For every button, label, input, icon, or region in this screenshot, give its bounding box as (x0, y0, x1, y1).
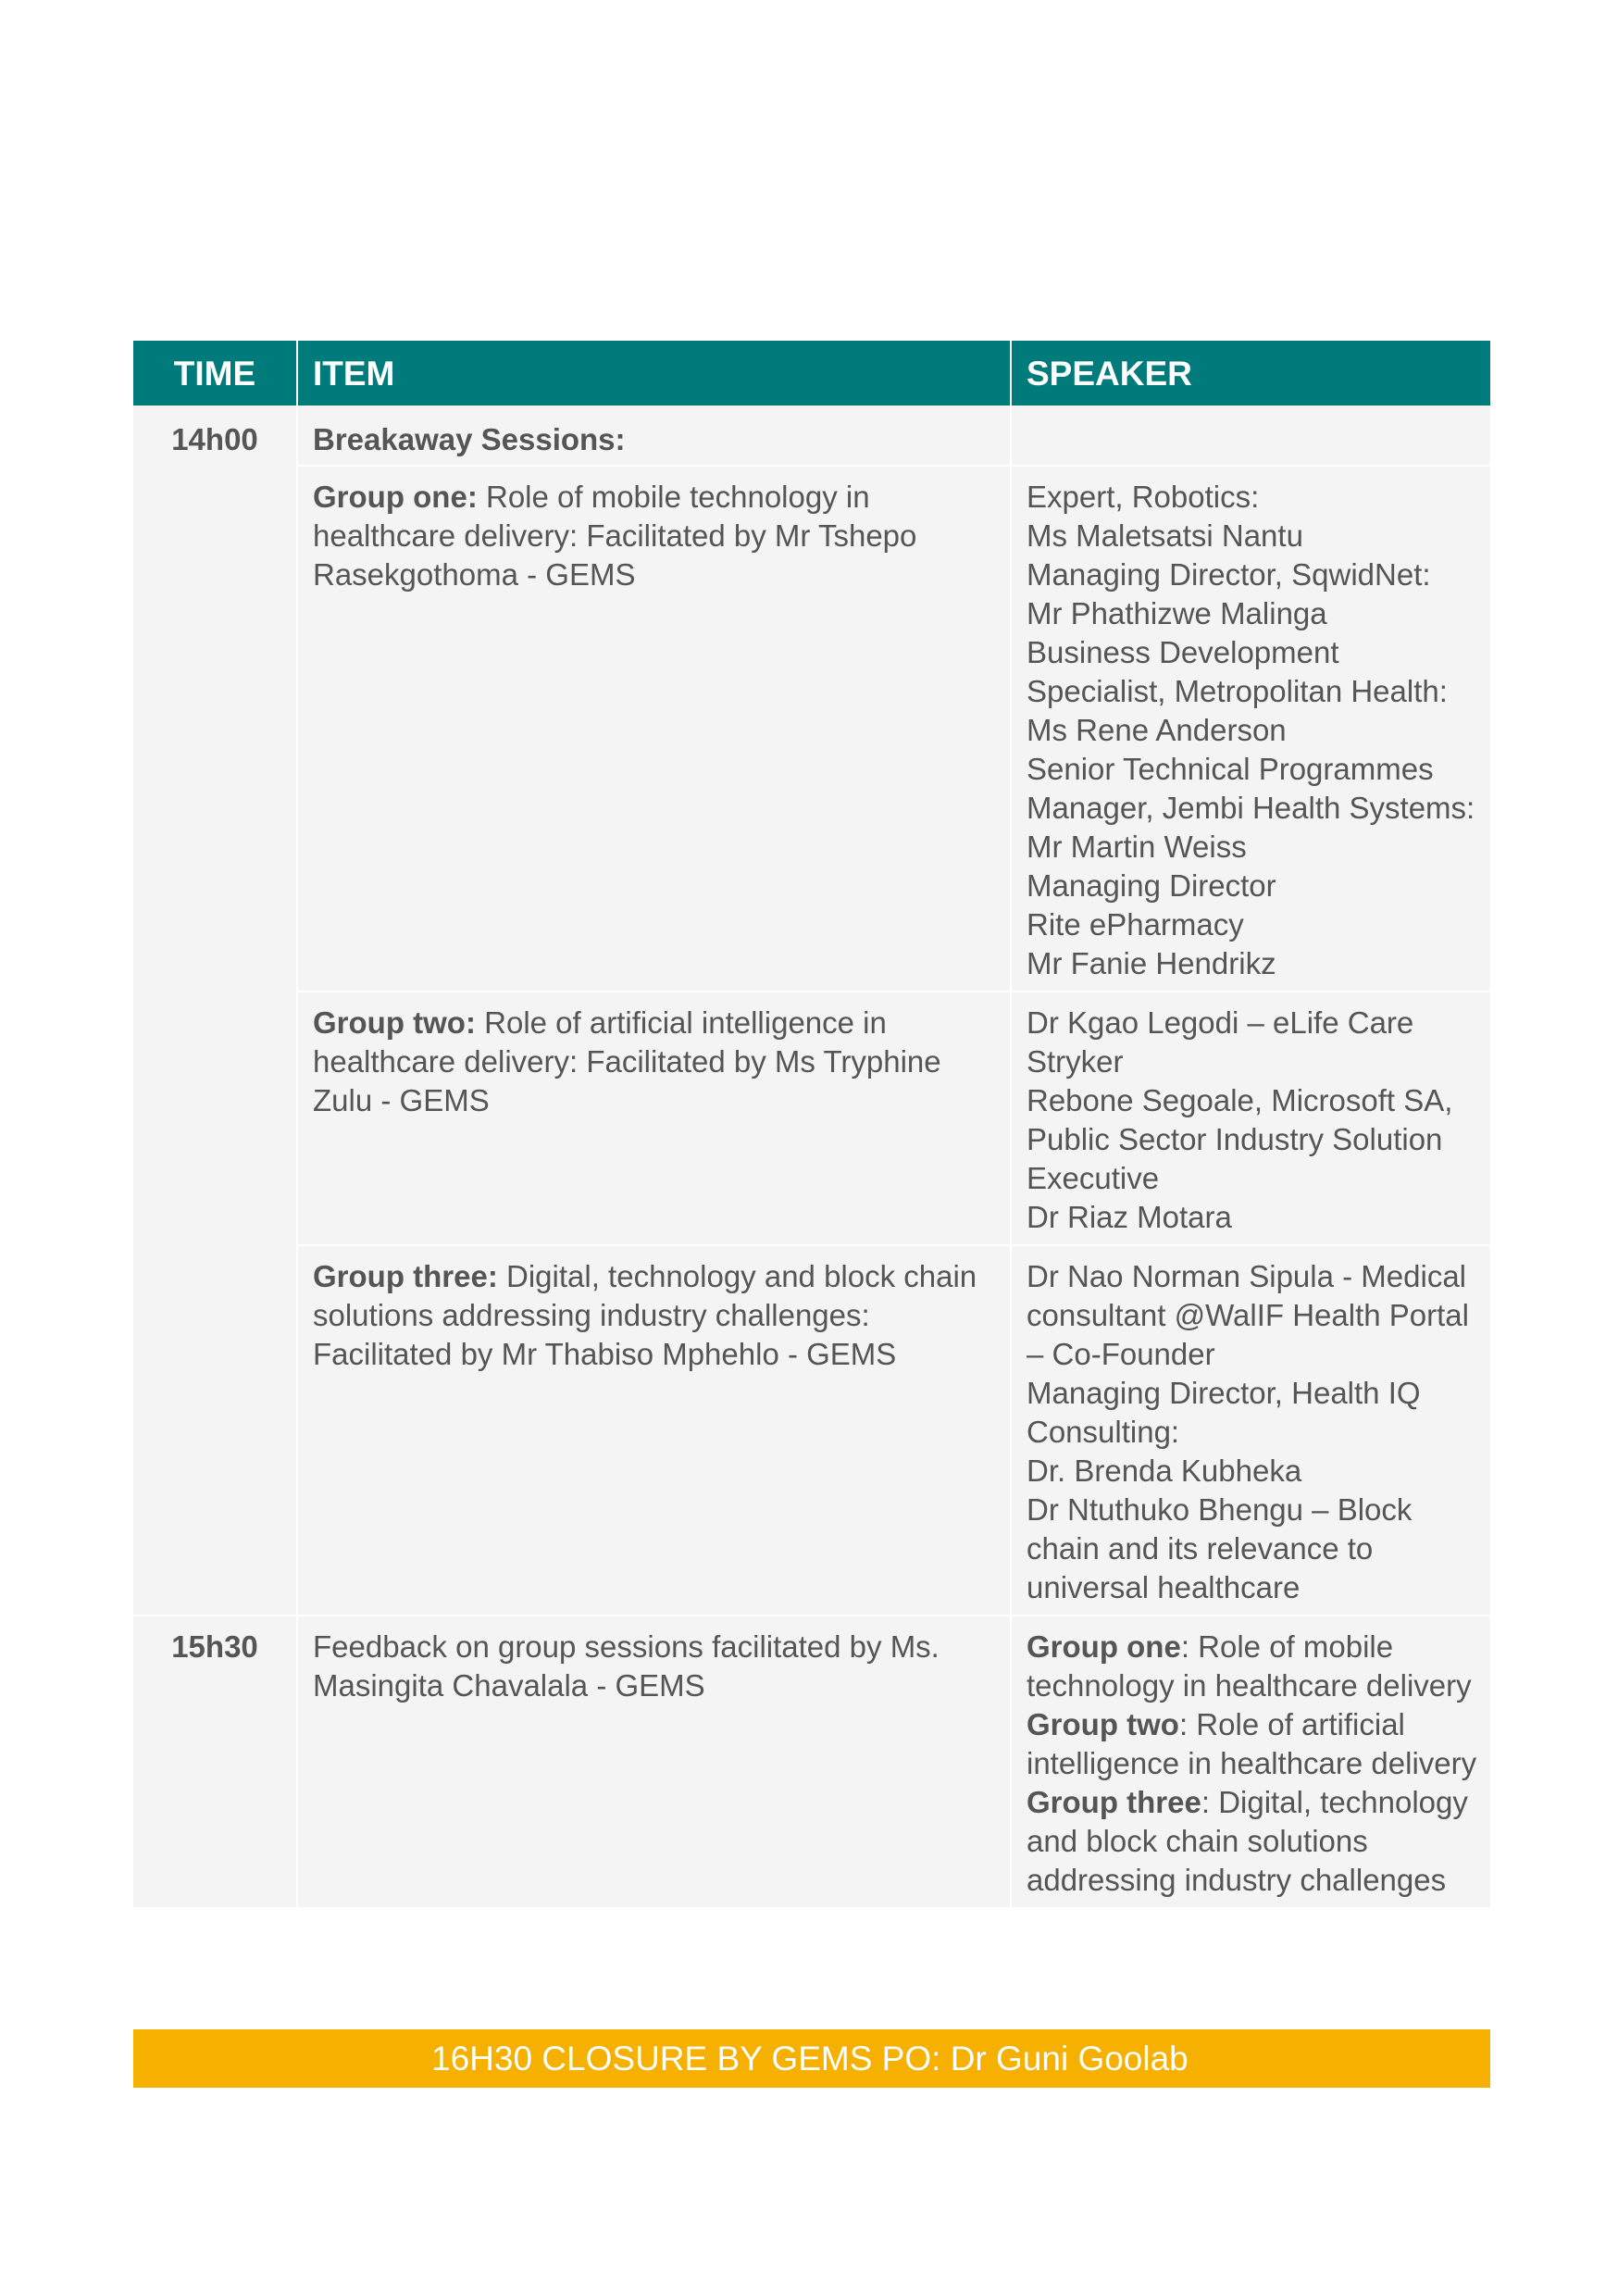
table-row-group-two (133, 992, 1490, 1245)
time-cell-1530: 15h30 (133, 1616, 297, 1908)
group-one-label: Group one: (313, 480, 478, 514)
feedback-group-label: Group one (1027, 1629, 1181, 1664)
speaker-line: Rite ePharmacy (1027, 907, 1244, 942)
group-one-speakers (1011, 466, 1490, 992)
item-column-header: ITEM (297, 341, 1011, 406)
speaker-line: Ms Rene Anderson (1027, 713, 1287, 747)
agenda-table (133, 341, 1490, 1909)
table-row-feedback (133, 1616, 1490, 1908)
feedback-group-three (1027, 1783, 1481, 1900)
speaker-line: Business Development Specialist, Metropolitan Health: (1027, 635, 1448, 708)
feedback-item: Feedback on group sessions facilitated by Ms. Masingita Chavalala - GEMS (297, 1616, 1011, 1908)
group-one-item (297, 466, 1011, 992)
feedback-group-text: : Digital, technology and block chain solutions addressing industry challenges (1027, 1785, 1468, 1897)
speaker-line: Stryker (1027, 1044, 1124, 1079)
speaker-line: Dr Ntuthuko Bhengu – Block chain and its relevance to universal healthcare (1027, 1492, 1413, 1604)
speaker-line: Dr Nao Norman Sipula - Medical consultant @WalIF Health Portal – Co-Founder (1027, 1259, 1469, 1371)
speaker-line: Ms Maletsatsi Nantu (1027, 518, 1303, 553)
feedback-group-one (1027, 1628, 1481, 1705)
speaker-line: Expert, Robotics: (1027, 480, 1260, 514)
feedback-speakers (1011, 1616, 1490, 1908)
feedback-group-text: : Role of mobile technology in healthcare delivery (1027, 1629, 1472, 1703)
group-one-text: Role of mobile technology in healthcare delivery: Facilitated by Mr Tshepo Rasekgothoma - GEMS (313, 480, 917, 592)
time-column-header: TIME (133, 341, 297, 406)
feedback-group-two (1027, 1705, 1481, 1783)
speaker-line: Managing Director, SqwidNet: (1027, 557, 1431, 592)
feedback-group-label: Group three (1027, 1785, 1201, 1819)
group-three-item (297, 1245, 1011, 1616)
group-two-label: Group two: (313, 1005, 476, 1040)
speaker-line: Rebone Segoale, Microsoft SA, Public Sector Industry Solution Executive (1027, 1083, 1453, 1195)
speaker-line: Dr Kgao Legodi – eLife Care (1027, 1005, 1414, 1040)
feedback-group-text: : Role of artificial intelligence in healthcare delivery (1027, 1707, 1477, 1780)
speaker-line: Dr. Brenda Kubheka (1027, 1454, 1302, 1488)
speaker-line: Dr Riaz Motara (1027, 1200, 1232, 1234)
speaker-line: Managing Director (1027, 868, 1276, 903)
speaker-line: Managing Director, Health IQ Consulting: (1027, 1376, 1421, 1449)
speaker-line: Senior Technical Programmes Manager, Jembi Health Systems: Mr Martin Weiss (1027, 752, 1475, 864)
header-row (133, 341, 1490, 406)
speaker-column-header: SPEAKER (1011, 341, 1490, 406)
speaker-line: Mr Fanie Hendrikz (1027, 946, 1276, 980)
table-row-group-three (133, 1245, 1490, 1616)
closure-banner (133, 2029, 1490, 2088)
group-three-label: Group three: (313, 1259, 498, 1293)
time-cell-1400: 14h00 (133, 406, 297, 1616)
group-three-speakers (1011, 1245, 1490, 1616)
group-two-item (297, 992, 1011, 1245)
table-row-breakaway (133, 406, 1490, 466)
feedback-group-label: Group two (1027, 1707, 1179, 1741)
speaker-line: Mr Phathizwe Malinga (1027, 596, 1327, 630)
breakaway-label: Breakaway Sessions: (297, 406, 1011, 466)
group-two-text: Role of artificial intelligence in healthcare delivery: Facilitated by Ms Tryphine Zulu - GEMS (313, 1005, 941, 1117)
group-three-text: Digital, technology and block chain solutions addressing industry challenges: Facilitated by Mr Thabiso Mphehlo - GEMS (313, 1259, 977, 1371)
table-row-group-one (133, 466, 1490, 992)
empty-speaker-cell (1011, 406, 1490, 466)
closure-text: 16H30 CLOSURE BY GEMS PO: Dr Guni Goolab (431, 2040, 1189, 2078)
group-two-speakers (1011, 992, 1490, 1245)
